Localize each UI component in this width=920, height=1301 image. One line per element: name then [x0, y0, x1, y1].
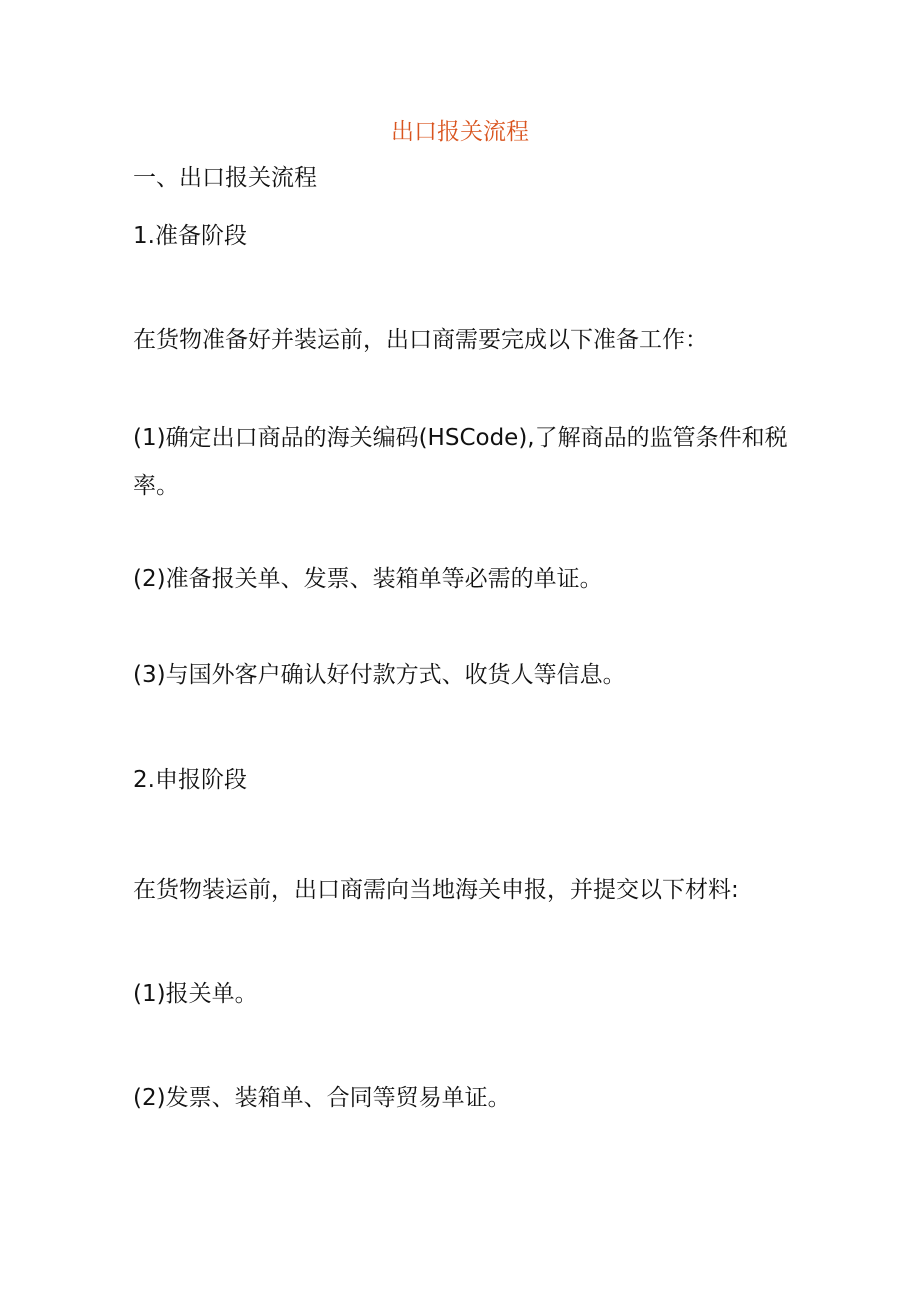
stage1-intro: 在货物准备好并装运前，出口商需要完成以下准备工作： [133, 327, 708, 353]
stage2-intro: 在货物装运前，出口商需向当地海关申报，并提交以下材料: [133, 877, 739, 903]
stage1-item-2: (2)准备报关单、发票、装箱单等必需的单证。 [133, 566, 603, 592]
stage1-item-1: (1)确定出口商品的海关编码(HSCode),了解商品的监管条件和税率。 [133, 425, 788, 499]
section-heading: 一、出口报关流程 [133, 165, 317, 191]
document-title: 出口报关流程 [391, 119, 529, 145]
stage2-heading: 2.申报阶段 [133, 767, 247, 793]
stage2-item-1: (1)报关单。 [133, 981, 258, 1007]
stage1-heading: 1.准备阶段 [133, 223, 247, 249]
stage1-item-3: (3)与国外客户确认好付款方式、收货人等信息。 [133, 662, 626, 688]
stage2-item-2: (2)发票、装箱单、合同等贸易单证。 [133, 1085, 511, 1111]
